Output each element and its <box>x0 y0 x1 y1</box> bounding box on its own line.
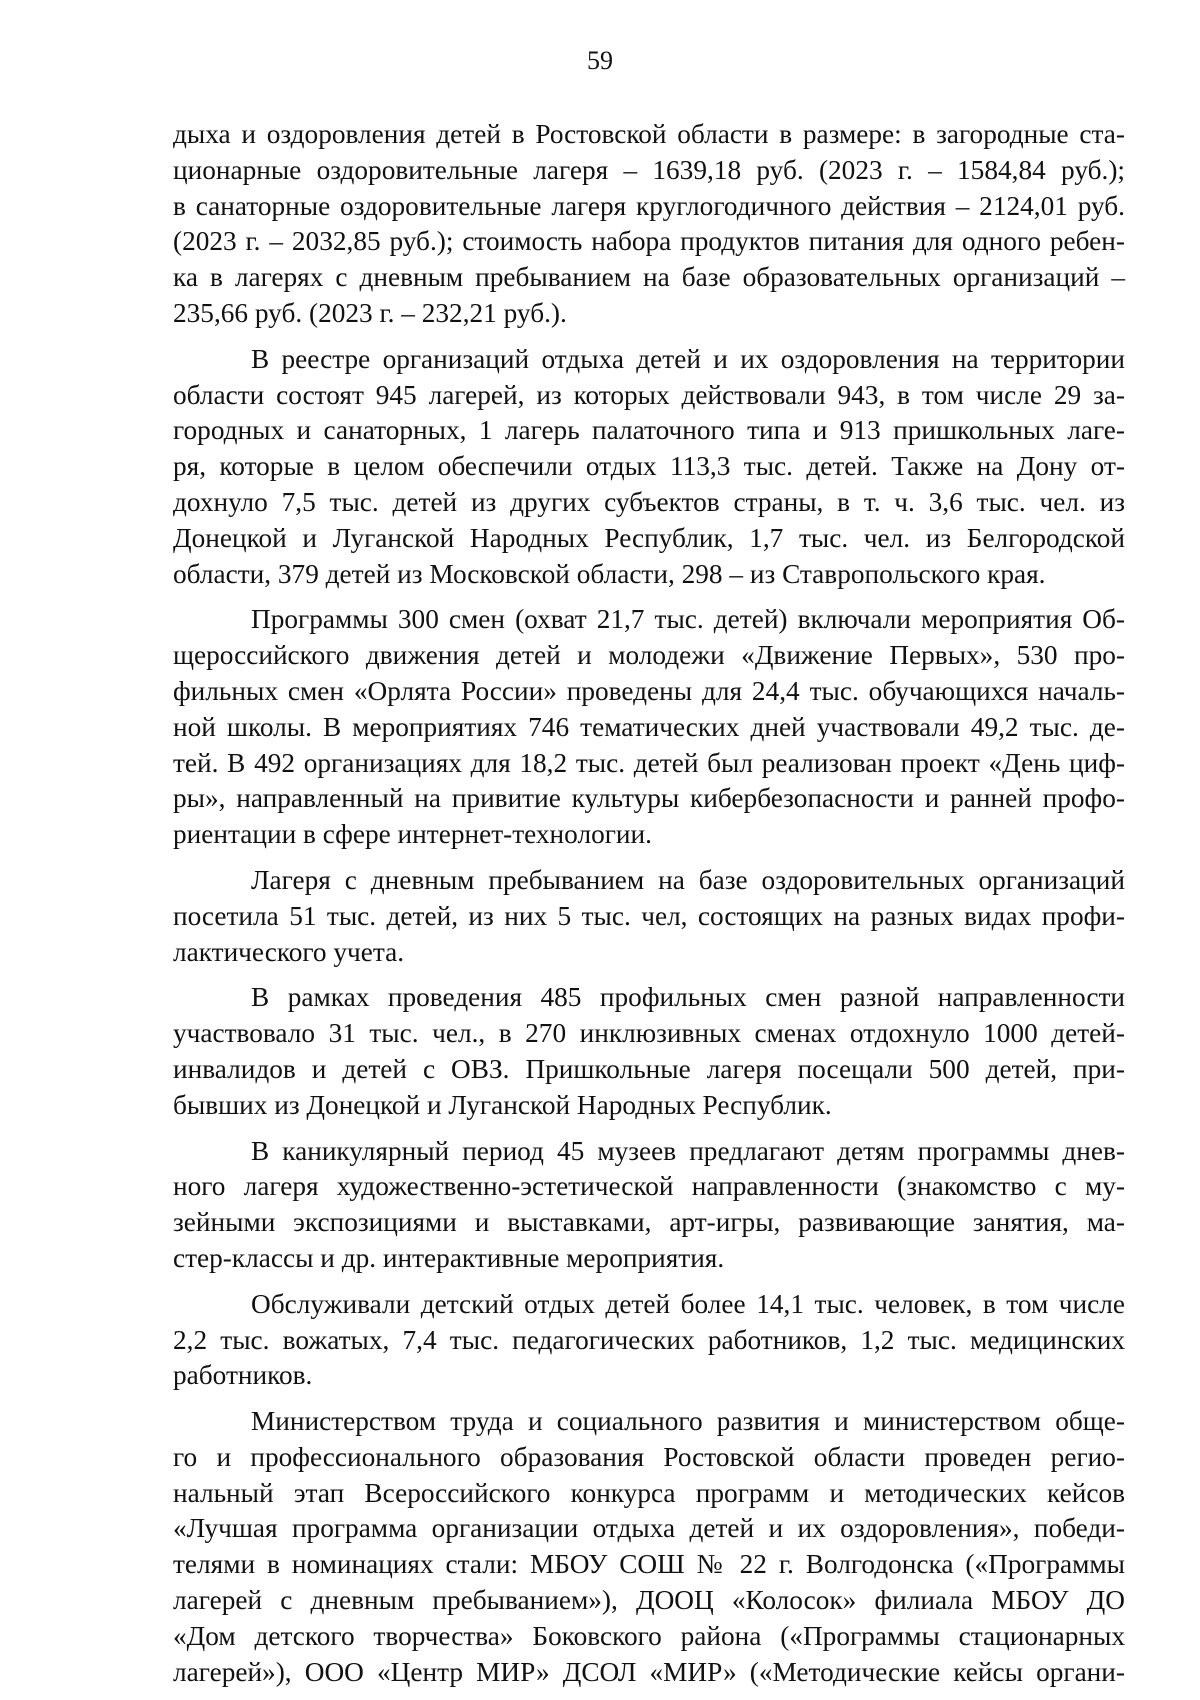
text-line: тей. В 492 организациях для 18,2 тыс. детей был реализован проект «День циф- <box>173 747 1125 778</box>
text-line: в санаторные оздоровительные лагеря круглогодичного действия – 2124,01 руб. <box>173 190 1125 221</box>
text-line: дыха и оздоровления детей в Ростовской области в размере: в загородные ста- <box>173 119 1125 149</box>
text-line: Обслуживали детский отдых детей более 14,1 тыс. человек, в том числе <box>251 1288 1125 1319</box>
text-line: лагерей с дневным пребыванием»), ДООЦ «Колосок» филиала МБОУ ДО <box>173 1585 1125 1616</box>
paragraph <box>173 863 1125 970</box>
text-line: ного лагеря художественно-эстетической направленности (знакомство с му- <box>173 1171 1125 1202</box>
text-line: Министерством труда и социального развития и министерством обще- <box>251 1406 1125 1437</box>
text-line: зейными экспозициями и выставками, арт-игры, развивающие занятия, ма- <box>173 1207 1125 1238</box>
text-line: В рамках проведения 485 профильных смен разной направленности <box>251 982 1125 1013</box>
text-line: ной школы. В мероприятиях 746 тематических дней участвовали 49,2 тыс. де- <box>173 711 1125 742</box>
paragraph <box>173 342 1125 593</box>
text-line: городных и санаторных, 1 лагерь палаточного типа и 913 пришкольных лаге- <box>173 415 1125 446</box>
text-line: посетила 51 тыс. детей, из них 5 тыс. чел, состоящих на разных видах профи- <box>173 900 1125 931</box>
text-line: нальный этап Всероссийского конкурса программ и методических кейсов <box>173 1477 1125 1508</box>
text-line: Программы 300 смен (охват 21,7 тыс. детей) включали мероприятия Об- <box>251 604 1125 635</box>
paragraph <box>173 980 1125 1123</box>
paragraph <box>173 117 1125 332</box>
text-line: (2023 г. – 2032,85 руб.); стоимость набора продуктов питания для одного ребен- <box>173 226 1125 257</box>
text-line: ка в лагерях с дневным пребыванием на базе образовательных организаций – <box>173 262 1125 293</box>
text-line: ря, которые в целом обеспечили отдых 113,3 тыс. детей. Также на Дону от- <box>173 451 1125 482</box>
page-number: 59 <box>587 46 613 75</box>
text-line: инвалидов и детей с ОВЗ. Пришкольные лагеря посещали 500 детей, при- <box>173 1053 1125 1084</box>
text-line: ры», направленный на привитие культуры кибербезопасности и ранней профо- <box>173 783 1125 814</box>
paragraph <box>173 1287 1125 1394</box>
text-line: 235,66 руб. (2023 г. – 232,21 руб.). <box>173 297 567 328</box>
text-line: лагерей»), ООО «Центр МИР» ДСОЛ «МИР» («Методические кейсы органи- <box>173 1656 1125 1687</box>
text-line: 2,2 тыс. вожатых, 7,4 тыс. педагогических работников, 1,2 тыс. медицинских <box>173 1324 1125 1355</box>
text-line: фильных смен «Орлята России» проведены для 24,4 тыс. обучающихся началь- <box>173 675 1125 706</box>
text-line: В реестре организаций отдыха детей и их оздоровления на территории <box>251 343 1125 374</box>
text-line: Лагеря с дневным пребыванием на базе оздоровительных организаций <box>251 864 1125 895</box>
text-line: работников. <box>173 1360 313 1391</box>
text-line: лактического учета. <box>173 936 405 967</box>
text-line: участвовало 31 тыс. чел., в 270 инклюзивных сменах отдохнуло 1000 детей- <box>173 1018 1125 1049</box>
body-text <box>173 117 1125 1700</box>
text-line: го и профессионального образования Ростовской области проведен регио- <box>173 1441 1125 1472</box>
text-line: Донецкой и Луганской Народных Республик, 1,7 тыс. чел. из Белгородской <box>173 522 1125 553</box>
text-line: риентации в сфере интернет-технологии. <box>173 819 652 850</box>
text-line: «Лучшая программа организации отдыха детей и их оздоровления», победи- <box>173 1513 1125 1544</box>
text-line: «Дом детского творчества» Боковского района («Программы стационарных <box>173 1620 1125 1651</box>
text-line: бывших из Донецкой и Луганской Народных Республик. <box>173 1089 832 1120</box>
text-line: области состоят 945 лагерей, из которых действовали 943, в том числе 29 за- <box>173 379 1125 410</box>
text-line: телями в номинациях стали: МБОУ СОШ № 22 г. Волгодонска («Программы <box>173 1549 1125 1580</box>
paragraph <box>173 1134 1125 1277</box>
text-line: дохнуло 7,5 тыс. детей из других субъектов страны, в т. ч. 3,6 тыс. чел. из <box>173 486 1125 517</box>
text-line: В каникулярный период 45 музеев предлагают детям программы днев- <box>251 1135 1125 1166</box>
text-line: ционарные оздоровительные лагеря – 1639,18 руб. (2023 г. – 1584,84 руб.); <box>173 154 1125 185</box>
paragraph <box>173 602 1125 853</box>
paragraph <box>173 1404 1125 1690</box>
text-line: щероссийского движения детей и молодежи «Движение Первых», 530 про- <box>173 640 1125 671</box>
text-line: области, 379 детей из Московской области, 298 – из Ставропольского края. <box>173 558 1046 589</box>
text-line: стер-классы и др. интерактивные мероприятия. <box>173 1242 725 1273</box>
